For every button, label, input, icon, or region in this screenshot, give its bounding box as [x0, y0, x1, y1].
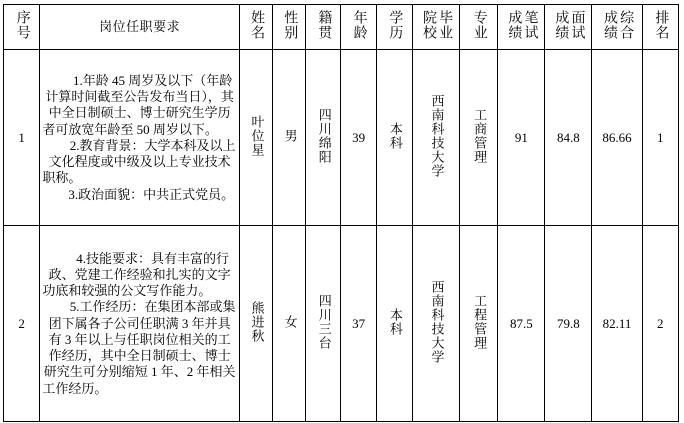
cell-age: 37 — [341, 226, 376, 422]
cell-interview-score: 79.8 — [545, 226, 592, 422]
candidate-name: 叶位星 — [249, 114, 265, 157]
requirement-paragraph: 5.工作经历：在集团本部或集团下属各子公司任职满 3 年并具有 3 年以上与任职岗位相关的工作经历，其中全日制硕士、博士研究生可分别缩短 1 年、2 年相关工作经历。 — [42, 299, 236, 396]
cell-total-score: 86.66 — [592, 50, 642, 226]
requirement-paragraph: 2.教育背景：大学本科及以上文化程度或中级及以上专业技术职称。 — [42, 137, 236, 186]
header-cell-interview-score — [545, 5, 592, 50]
candidate-major: 工程管理 — [472, 293, 488, 350]
cell-name — [240, 226, 273, 422]
cell-age: 39 — [341, 50, 376, 226]
cell-rank: 2 — [642, 226, 678, 422]
cell-major — [459, 50, 497, 226]
header-cell-total-score — [592, 5, 642, 50]
header-label-education: 学历 — [387, 10, 403, 40]
candidate-school: 西南科技大学 — [429, 279, 445, 364]
cell-requirements — [40, 226, 240, 422]
header-cell-education — [376, 5, 412, 50]
candidate-gender: 男 — [282, 128, 298, 143]
cell-education — [376, 226, 412, 422]
cell-written-score: 91 — [498, 50, 545, 226]
header-cell-name — [240, 5, 273, 50]
candidate-native-place: 四川绵阳 — [316, 107, 332, 164]
candidate-school: 西南科技大学 — [429, 93, 445, 178]
cell-interview-score: 84.8 — [545, 50, 592, 226]
header-label-seq: 序号 — [14, 10, 30, 40]
candidate-education: 本科 — [387, 121, 403, 150]
cell-requirements — [40, 50, 240, 226]
cell-major — [459, 226, 497, 422]
header-cell-age — [341, 5, 376, 50]
header-cell-native-place — [306, 5, 341, 50]
header-label-rank: 排名 — [653, 10, 669, 40]
header-label-interview-score: 面试成绩 — [553, 10, 585, 40]
header-label-name: 姓名 — [249, 10, 265, 40]
cell-seq: 2 — [4, 226, 40, 422]
header-label-written-score: 笔试成绩 — [506, 10, 538, 40]
cell-written-score: 87.5 — [498, 226, 545, 422]
candidate-results-table — [3, 4, 679, 422]
header-label-gender: 性别 — [282, 10, 298, 40]
header-label-major: 专业 — [471, 10, 487, 40]
cell-education — [376, 50, 412, 226]
cell-seq: 1 — [4, 50, 40, 226]
cell-total-score: 82.11 — [592, 226, 642, 422]
header-cell-school — [413, 5, 460, 50]
header-label-native-place: 籍贯 — [316, 10, 332, 40]
table-row — [4, 50, 679, 226]
requirement-paragraph: 1.年龄 45 周岁及以下（年龄计算时间截至公告发布当日），其中全日制硕士、博士研究生学历者可放宽年龄至 50 周岁以下。 — [42, 72, 234, 137]
candidate-major: 工商管理 — [472, 107, 488, 164]
header-cell-rank — [642, 5, 678, 50]
table-row — [4, 226, 679, 422]
cell-school — [413, 50, 460, 226]
header-cell-requirements: 岗位任职要求 — [40, 5, 240, 50]
header-cell-gender — [273, 5, 306, 50]
requirement-paragraph: 3.政治面貌：中共正式党员。 — [68, 186, 235, 202]
candidate-name: 熊进秋 — [249, 300, 265, 343]
candidate-education: 本科 — [387, 307, 403, 336]
candidate-native-place: 四川三台 — [316, 293, 332, 350]
table-header-row — [4, 5, 679, 50]
candidate-gender: 女 — [282, 314, 298, 329]
header-label-school: 毕业院校 — [420, 10, 453, 40]
header-cell-seq — [4, 5, 40, 50]
cell-gender — [273, 226, 306, 422]
cell-native-place — [306, 50, 341, 226]
cell-native-place — [306, 226, 341, 422]
cell-rank: 1 — [642, 50, 678, 226]
header-cell-major — [459, 5, 497, 50]
cell-gender — [273, 50, 306, 226]
requirement-paragraph: 4.技能要求：具有丰富的行政、党建工作经验和扎实的文字功底和较强的公文写作能力。 — [42, 250, 231, 299]
header-label-total-score: 综合成绩 — [601, 10, 634, 40]
cell-school — [413, 226, 460, 422]
header-label-age: 年龄 — [351, 10, 367, 40]
header-cell-written-score — [498, 5, 545, 50]
cell-name — [240, 50, 273, 226]
